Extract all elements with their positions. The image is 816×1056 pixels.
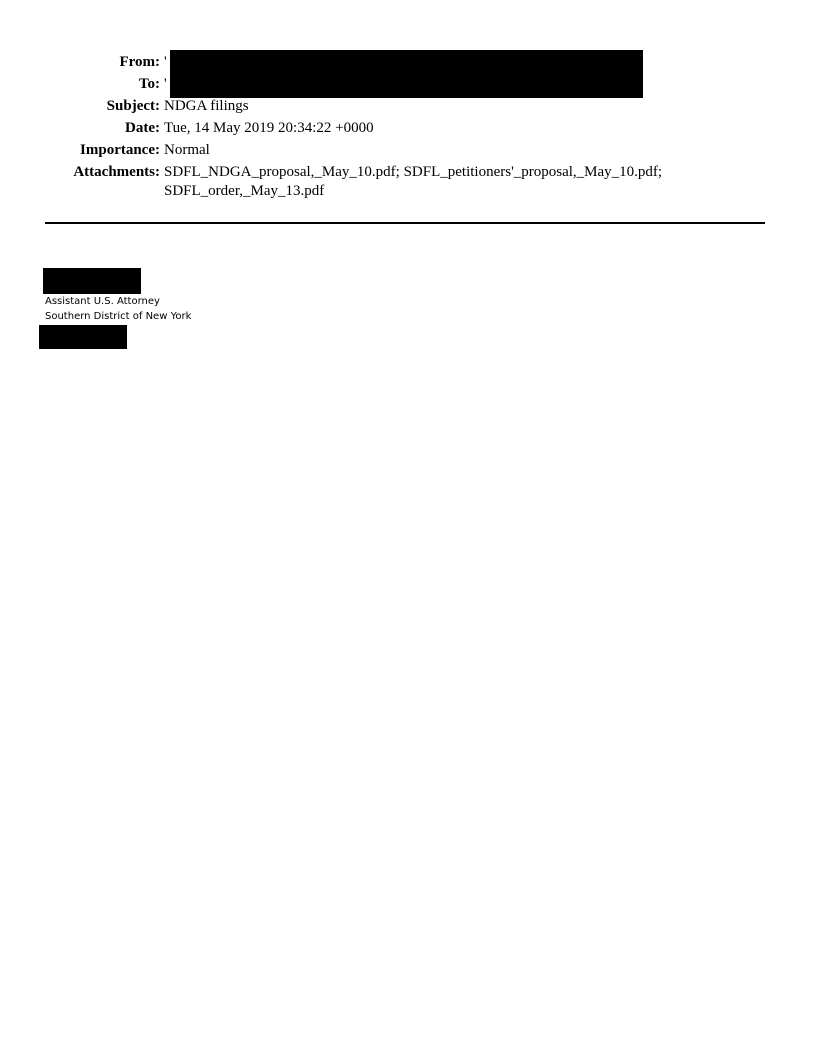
attachments-label: Attachments: xyxy=(73,164,160,180)
date-label: Date: xyxy=(125,120,160,136)
importance-value: Normal xyxy=(164,142,210,158)
attachments-line-2: SDFL_order,_May_13.pdf xyxy=(164,183,325,199)
signature-title: Assistant U.S. Attorney xyxy=(45,296,160,307)
signature-office: Southern District of New York xyxy=(45,311,192,322)
date-value: Tue, 14 May 2019 20:34:22 +0000 xyxy=(164,120,374,136)
attachments-line-1: SDFL_NDGA_proposal,_May_10.pdf; SDFL_petitioners'_proposal,_May_10.pdf; xyxy=(164,164,663,180)
to-label: To: xyxy=(138,76,160,92)
header-divider xyxy=(45,222,765,224)
redaction-signature-contact xyxy=(39,325,127,349)
importance-label: Importance: xyxy=(80,142,160,158)
from-value: ' xyxy=(164,54,167,70)
from-label: From: xyxy=(119,54,160,70)
subject-label: Subject: xyxy=(106,98,160,114)
to-value: ' xyxy=(164,76,167,92)
redaction-from-to xyxy=(170,50,643,98)
redaction-signature-name xyxy=(43,268,141,294)
subject-value: NDGA filings xyxy=(164,98,249,114)
